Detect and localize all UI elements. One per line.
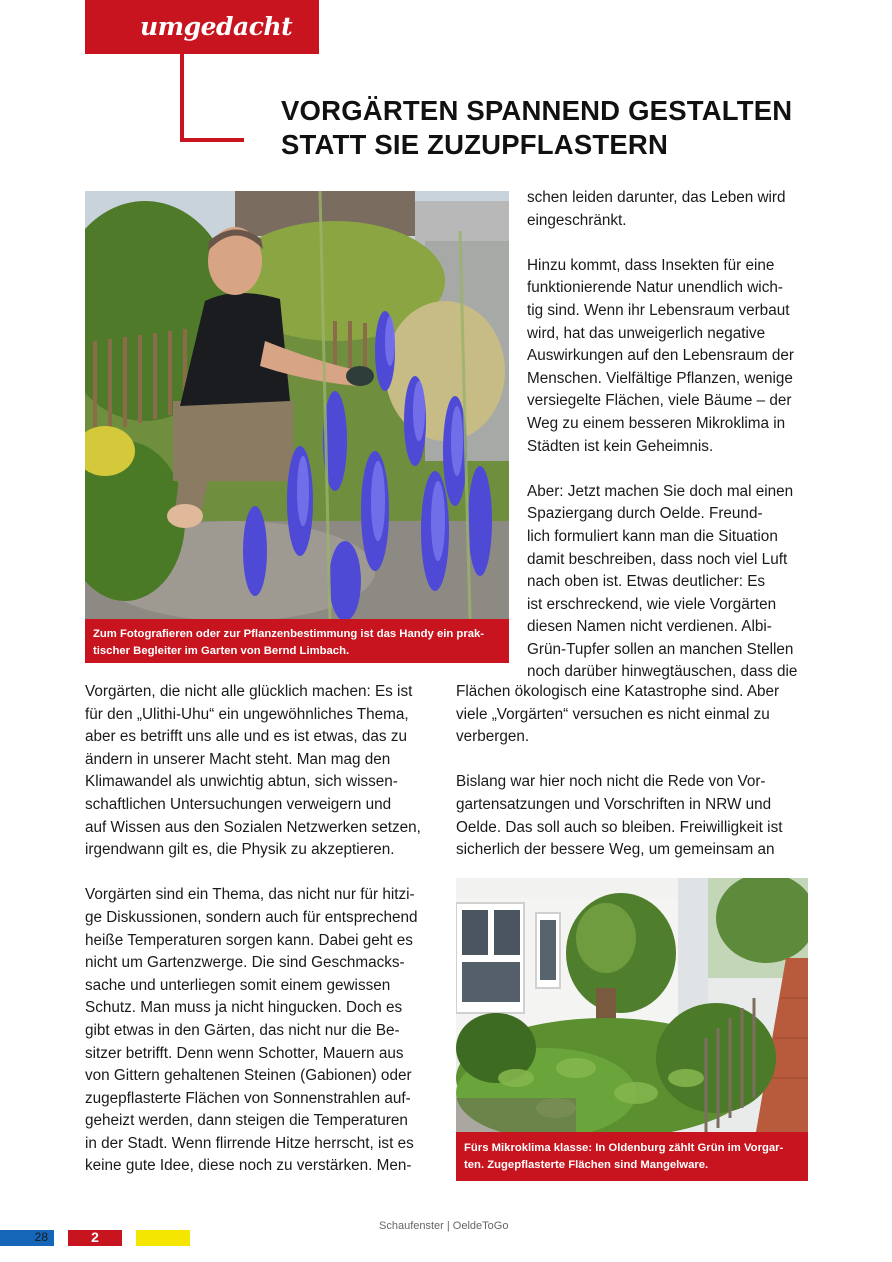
footer-bar-yellow [136, 1230, 190, 1246]
text-line: Menschen. Vielfältige Pflanzen, wenige [527, 369, 793, 387]
text-line: Hinzu kommt, dass Insekten für eine [527, 256, 775, 274]
text-line: wird, hat das unweigerlich negative [527, 324, 766, 342]
photo-caption-bottom [456, 1132, 808, 1181]
text-line: ge Diskussionen, sondern auch für entsprechend [85, 908, 418, 926]
paragraph [527, 255, 827, 458]
paragraph [85, 884, 435, 1178]
section-label: umgedacht [140, 12, 293, 41]
text-line: Grün-Tupfer sollen an manchen Stellen [527, 640, 794, 658]
text-line: keine gute Idee, diese noch zu verstärken. Men- [85, 1157, 412, 1175]
paragraph [456, 771, 816, 861]
text-line: geheizt werden, dann steigen die Temperaturen [85, 1112, 408, 1130]
text-line: diesen Namen nicht verdienen. Albi- [527, 618, 772, 636]
text-line: sicherlich der bessere Weg, um gemeinsam an [456, 841, 775, 859]
text-column-right-upper [527, 187, 827, 707]
text-line: schaftlichen Untersuchungen verweigern und [85, 795, 392, 813]
text-line: Spaziergang durch Oelde. Freund- [527, 505, 763, 523]
publication-name: Schaufenster | OeldeToGo [379, 1220, 509, 1232]
photo-caption-top [85, 619, 509, 663]
page-badge: 2 [91, 1229, 99, 1245]
text-line: versiegelte Flächen, viele Bäume – der [527, 392, 792, 410]
headline-line-2: STATT SIE ZUZUPFLASTERN [281, 129, 669, 160]
text-line: Vorgärten sind ein Thema, das nicht nur für hitzi- [85, 886, 415, 904]
text-line: irgendwann gilt es, die Physik zu akzeptieren. [85, 841, 395, 859]
paragraph [456, 681, 816, 749]
text-line: gibt etwas in den Gärten, das nicht nur die Be- [85, 1021, 400, 1039]
text-line: Flächen ökologisch eine Katastrophe sind. Aber [456, 683, 780, 700]
text-column-left [85, 681, 435, 1201]
text-line: Aber: Jetzt machen Sie doch mal einen [527, 482, 794, 500]
text-line: aber es betrifft uns alle und es ist etwas, das zu [85, 728, 407, 746]
text-line: zugepflasterte Flächen von Sonnenstrahlen auf- [85, 1089, 411, 1107]
text-line: sitzer betrifft. Denn wenn Schotter, Mauern aus [85, 1044, 404, 1062]
text-line: ändern in unserer Macht steht. Man mag den [85, 750, 391, 768]
text-line: noch darüber hinwegtäuschen, dass die [527, 663, 798, 681]
paragraph [85, 681, 435, 862]
article-headline [281, 94, 841, 162]
front-garden-photo-oldenburg [456, 878, 808, 1132]
text-line: Oelde. Das soll auch so bleiben. Freiwilligkeit ist [456, 818, 783, 836]
caption-top-line-1: Zum Fotografieren oder zur Pflanzenbestimmung ist das Handy ein prak- [93, 628, 485, 640]
text-line: von Gittern gehaltenen Steinen (Gabionen) oder [85, 1067, 412, 1085]
garden-photo-bernd-limbach [85, 191, 509, 619]
text-line: Schutz. Man muss ja nicht hingucken. Doch es [85, 999, 403, 1017]
text-line: auf Wissen aus den Sozialen Netzwerken setzen, [85, 818, 421, 836]
text-line: damit beschreiben, dass noch viel Luft [527, 550, 788, 568]
page-number: 28 [34, 1230, 48, 1244]
caption-top-line-2: tischer Begleiter im Garten von Bernd Limbach. [93, 645, 350, 657]
text-line: heiße Temperaturen sorgen kann. Dabei geht es [85, 931, 413, 949]
text-line: Vorgärten, die nicht alle glücklich machen: Es ist [85, 683, 413, 700]
text-column-right-lower [456, 681, 816, 884]
caption-bottom-line-2: ten. Zugepflasterte Flächen sind Mangelware. [464, 1159, 709, 1171]
text-line: lich formuliert kann man die Situation [527, 527, 778, 545]
text-line: für den „Ulithi-Uhu“ ein ungewöhnliches Thema, [85, 705, 409, 723]
text-line: schen leiden darunter, das Leben wird [527, 189, 786, 206]
text-line: in der Stadt. Wenn flirrende Hitze herrscht, ist es [85, 1134, 414, 1152]
text-line: Klimawandel als unwichtig abtun, sich wissen- [85, 773, 398, 791]
text-line: verbergen. [456, 728, 530, 746]
text-line: tig sind. Wenn ihr Lebensraum verbaut [527, 301, 790, 319]
paragraph [527, 481, 827, 684]
decorative-bracket-vertical [180, 54, 184, 142]
decorative-bracket-horizontal [180, 138, 244, 142]
text-line: Auswirkungen auf den Lebensraum der [527, 347, 795, 365]
text-line: viele „Vorgärten“ versuchen es nicht einmal zu [456, 705, 770, 723]
text-line: nicht um Gartenzwerge. Die sind Geschmacks- [85, 954, 405, 972]
text-line: gartensatzungen und Vorschriften in NRW und [456, 795, 772, 813]
text-line: nach oben ist. Etwas deutlicher: Es [527, 573, 766, 591]
text-line: Bislang war hier noch nicht die Rede von Vor- [456, 773, 766, 791]
text-line: sache und unterliegen somit einem gewissen [85, 976, 391, 994]
headline-line-1: VORGÄRTEN SPANNEND GESTALTEN [281, 95, 793, 126]
text-line: Städten ist kein Geheimnis. [527, 437, 714, 455]
paragraph [527, 187, 827, 232]
text-line: eingeschränkt. [527, 211, 627, 229]
text-line: ist erschreckend, wie viele Vorgärten [527, 595, 777, 613]
text-line: Weg zu einem besseren Mikroklima in [527, 414, 786, 432]
caption-bottom-line-1: Fürs Mikroklima klasse: In Oldenburg zählt Grün im Vorgar- [464, 1142, 784, 1154]
text-line: funktionierende Natur unendlich wich- [527, 279, 783, 297]
